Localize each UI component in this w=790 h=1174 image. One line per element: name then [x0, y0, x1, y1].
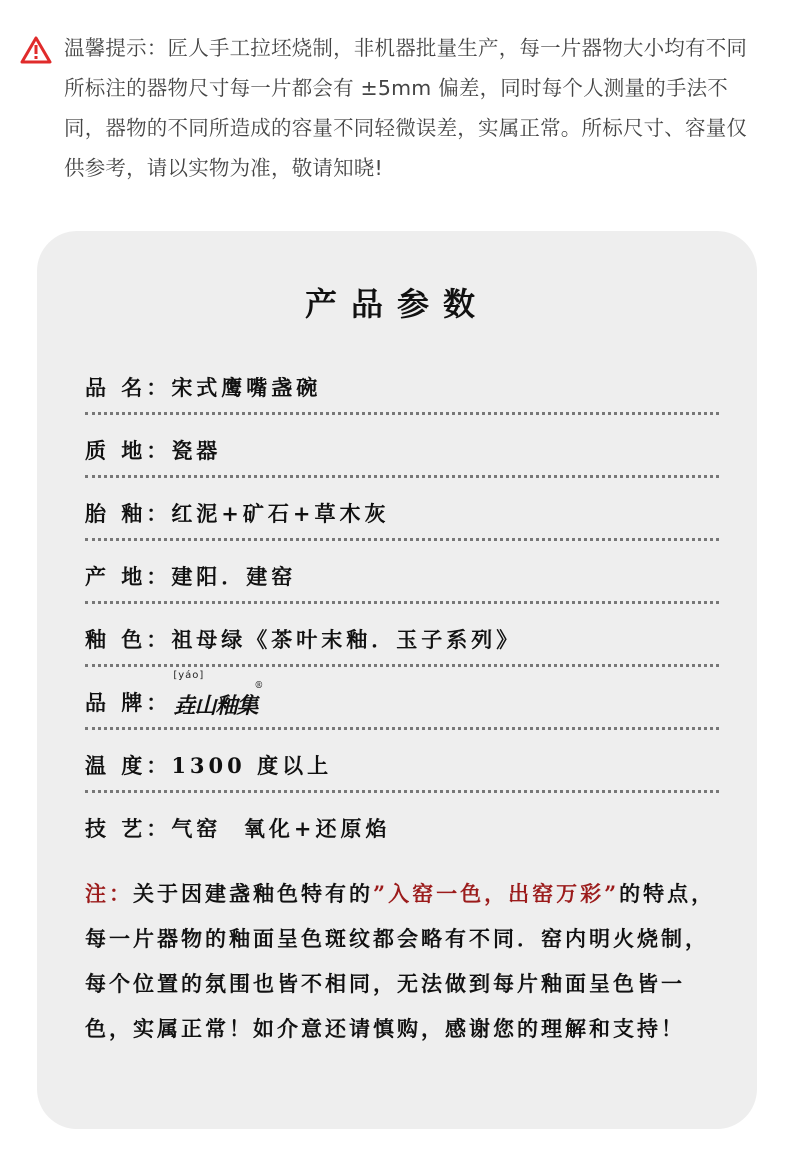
dotted-divider — [85, 727, 719, 730]
param-row-brand — [85, 670, 719, 747]
param-row-temperature — [85, 750, 719, 810]
param-row-technique — [85, 813, 719, 873]
glaze-note — [85, 871, 725, 1051]
dotted-divider — [85, 664, 719, 667]
param-value: 宋式鹰嘴盏碗 — [171, 375, 322, 400]
brand-pinyin: [yáo] — [173, 670, 205, 681]
param-row-name — [85, 372, 719, 432]
param-value: 瓷器 — [171, 438, 222, 463]
dotted-divider — [85, 538, 719, 541]
note-text-after: 的特点，每一片器物的釉面呈色斑纹都会略有不同．窑内明火烧制，每个位置的氛围也皆不相同，无法做到每片釉面呈色皆一色，实属正常！如介意还请慎购，感谢您的理解和支持！ — [85, 881, 716, 1041]
param-label: 釉 色： — [85, 627, 172, 652]
note-text-before: 关于因建盏釉色特有的 — [133, 881, 373, 906]
param-row-material — [85, 435, 719, 495]
param-value: 气窑 氧化+还原焰 — [171, 816, 391, 841]
param-label: 温 度： — [85, 753, 172, 778]
param-value: 祖母绿《茶叶末釉．玉子系列》 — [171, 627, 522, 652]
param-label: 产 地： — [85, 564, 172, 589]
param-label: 技 艺： — [85, 816, 172, 841]
param-value: 建阳．建窑 — [171, 564, 297, 589]
param-row-body-glaze — [85, 498, 719, 558]
param-row-origin — [85, 561, 719, 621]
brand-logo — [173, 670, 268, 720]
param-label: 品 名： — [85, 375, 172, 400]
note-label: 注： — [85, 881, 133, 906]
param-label: 品 牌： — [85, 690, 172, 715]
dotted-divider — [85, 475, 719, 478]
dotted-divider — [85, 412, 719, 415]
param-value: 红泥+矿石+草木灰 — [171, 501, 390, 526]
dotted-divider — [85, 601, 719, 604]
dotted-divider — [85, 790, 719, 793]
warning-triangle-icon — [20, 36, 52, 64]
notice-text: 温馨提示：匠人手工拉坯烧制，非机器批量生产，每一片器物大小均有不同所标注的器物尺寸每一片都会有 ±5mm 偏差，同时每个人测量的手法不同，器物的不同所造成的容量不同轻微误差，实属正常。所标尺寸、容量仅供参考，请以实物为准，敬请知晓! — [64, 36, 748, 180]
brand-logo-text: 垚山釉集 — [173, 693, 258, 719]
product-params-card — [37, 231, 757, 1129]
param-label: 胎 釉： — [85, 501, 172, 526]
registered-mark: ® — [254, 681, 268, 691]
note-quote: ”入窑一色，出窑万彩” — [373, 881, 620, 906]
param-value: 1300 度以上 — [171, 753, 333, 778]
card-title: 产品参数 — [304, 285, 489, 323]
param-label: 质 地： — [85, 438, 172, 463]
